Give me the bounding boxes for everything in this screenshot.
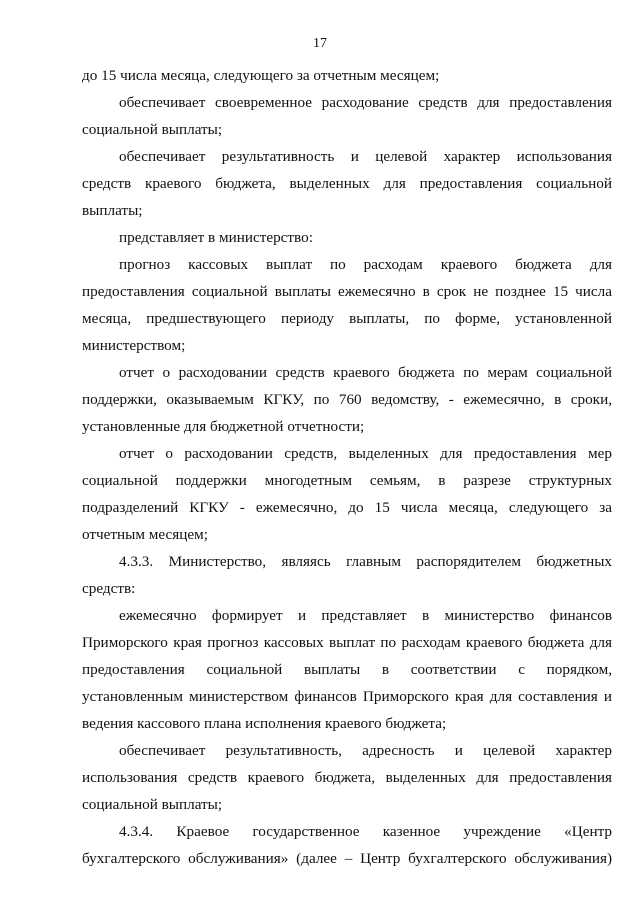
text-line: средств краевого бюджета, выделенных для предоставления социальной <box>82 175 612 192</box>
text-line: Приморского края прогноз кассовых выплат по расходам краевого бюджета для <box>82 634 612 651</box>
text-line: ежемесячно формирует и представляет в министерство финансов <box>119 607 612 624</box>
text-line: поддержки, оказываемым КГКУ, по 760 ведомству, - ежемесячно, в сроки, <box>82 391 612 408</box>
text-line: социальной выплаты; <box>82 796 223 813</box>
paragraph <box>82 440 612 548</box>
text-line: средств: <box>82 580 136 597</box>
text-line: обеспечивает своевременное расходование средств для предоставления <box>119 94 612 111</box>
text-line: подразделений КГКУ - ежемесячно, до 15 числа месяца, следующего за <box>82 499 612 516</box>
text-line: отчетным месяцем; <box>82 526 208 543</box>
text-line: отчет о расходовании средств, выделенных для предоставления мер <box>119 445 612 462</box>
paragraph <box>82 62 612 89</box>
text-line: 4.3.3. Министерство, являясь главным распорядителем бюджетных <box>119 553 612 570</box>
paragraph <box>82 737 612 818</box>
text-line: прогноз кассовых выплат по расходам краевого бюджета для <box>119 256 612 273</box>
paragraph <box>82 251 612 359</box>
paragraph <box>82 602 612 737</box>
paragraph <box>82 359 612 440</box>
document-body <box>82 62 612 872</box>
text-line: установленным министерством финансов Приморского края для составления и <box>82 688 612 705</box>
paragraph <box>82 548 612 602</box>
text-line: социальной выплаты; <box>82 121 223 138</box>
text-line: социальной поддержки многодетным семьям, в разрезе структурных <box>82 472 612 489</box>
paragraph <box>82 224 612 251</box>
text-line: 4.3.4. Краевое государственное казенное учреждение «Центр <box>119 823 612 840</box>
text-line: предоставления социальной выплаты в соответствии с порядком, <box>82 661 612 678</box>
text-line: обеспечивает результативность и целевой характер использования <box>119 148 612 165</box>
text-line: бухгалтерского обслуживания» (далее – Центр бухгалтерского обслуживания) <box>82 850 612 867</box>
text-line: представляет в министерство: <box>119 229 313 246</box>
page-number: 17 <box>313 36 327 51</box>
text-line: выплаты; <box>82 202 143 219</box>
text-line: министерством; <box>82 337 186 354</box>
text-line: месяца, предшествующего периоду выплаты, по форме, установленной <box>82 310 612 327</box>
paragraph <box>82 89 612 143</box>
text-line: отчет о расходовании средств краевого бюджета по мерам социальной <box>119 364 612 381</box>
text-line: установленные для бюджетной отчетности; <box>82 418 365 435</box>
text-line: предоставления социальной выплаты ежемесячно в срок не позднее 15 числа <box>82 283 612 300</box>
paragraph <box>82 143 612 224</box>
text-line: использования средств краевого бюджета, выделенных для предоставления <box>82 769 612 786</box>
text-line: ведения кассового плана исполнения краевого бюджета; <box>82 715 447 732</box>
text-line: обеспечивает результативность, адресность и целевой характер <box>119 742 612 759</box>
paragraph <box>82 818 612 872</box>
text-line: до 15 числа месяца, следующего за отчетным месяцем; <box>82 67 440 84</box>
